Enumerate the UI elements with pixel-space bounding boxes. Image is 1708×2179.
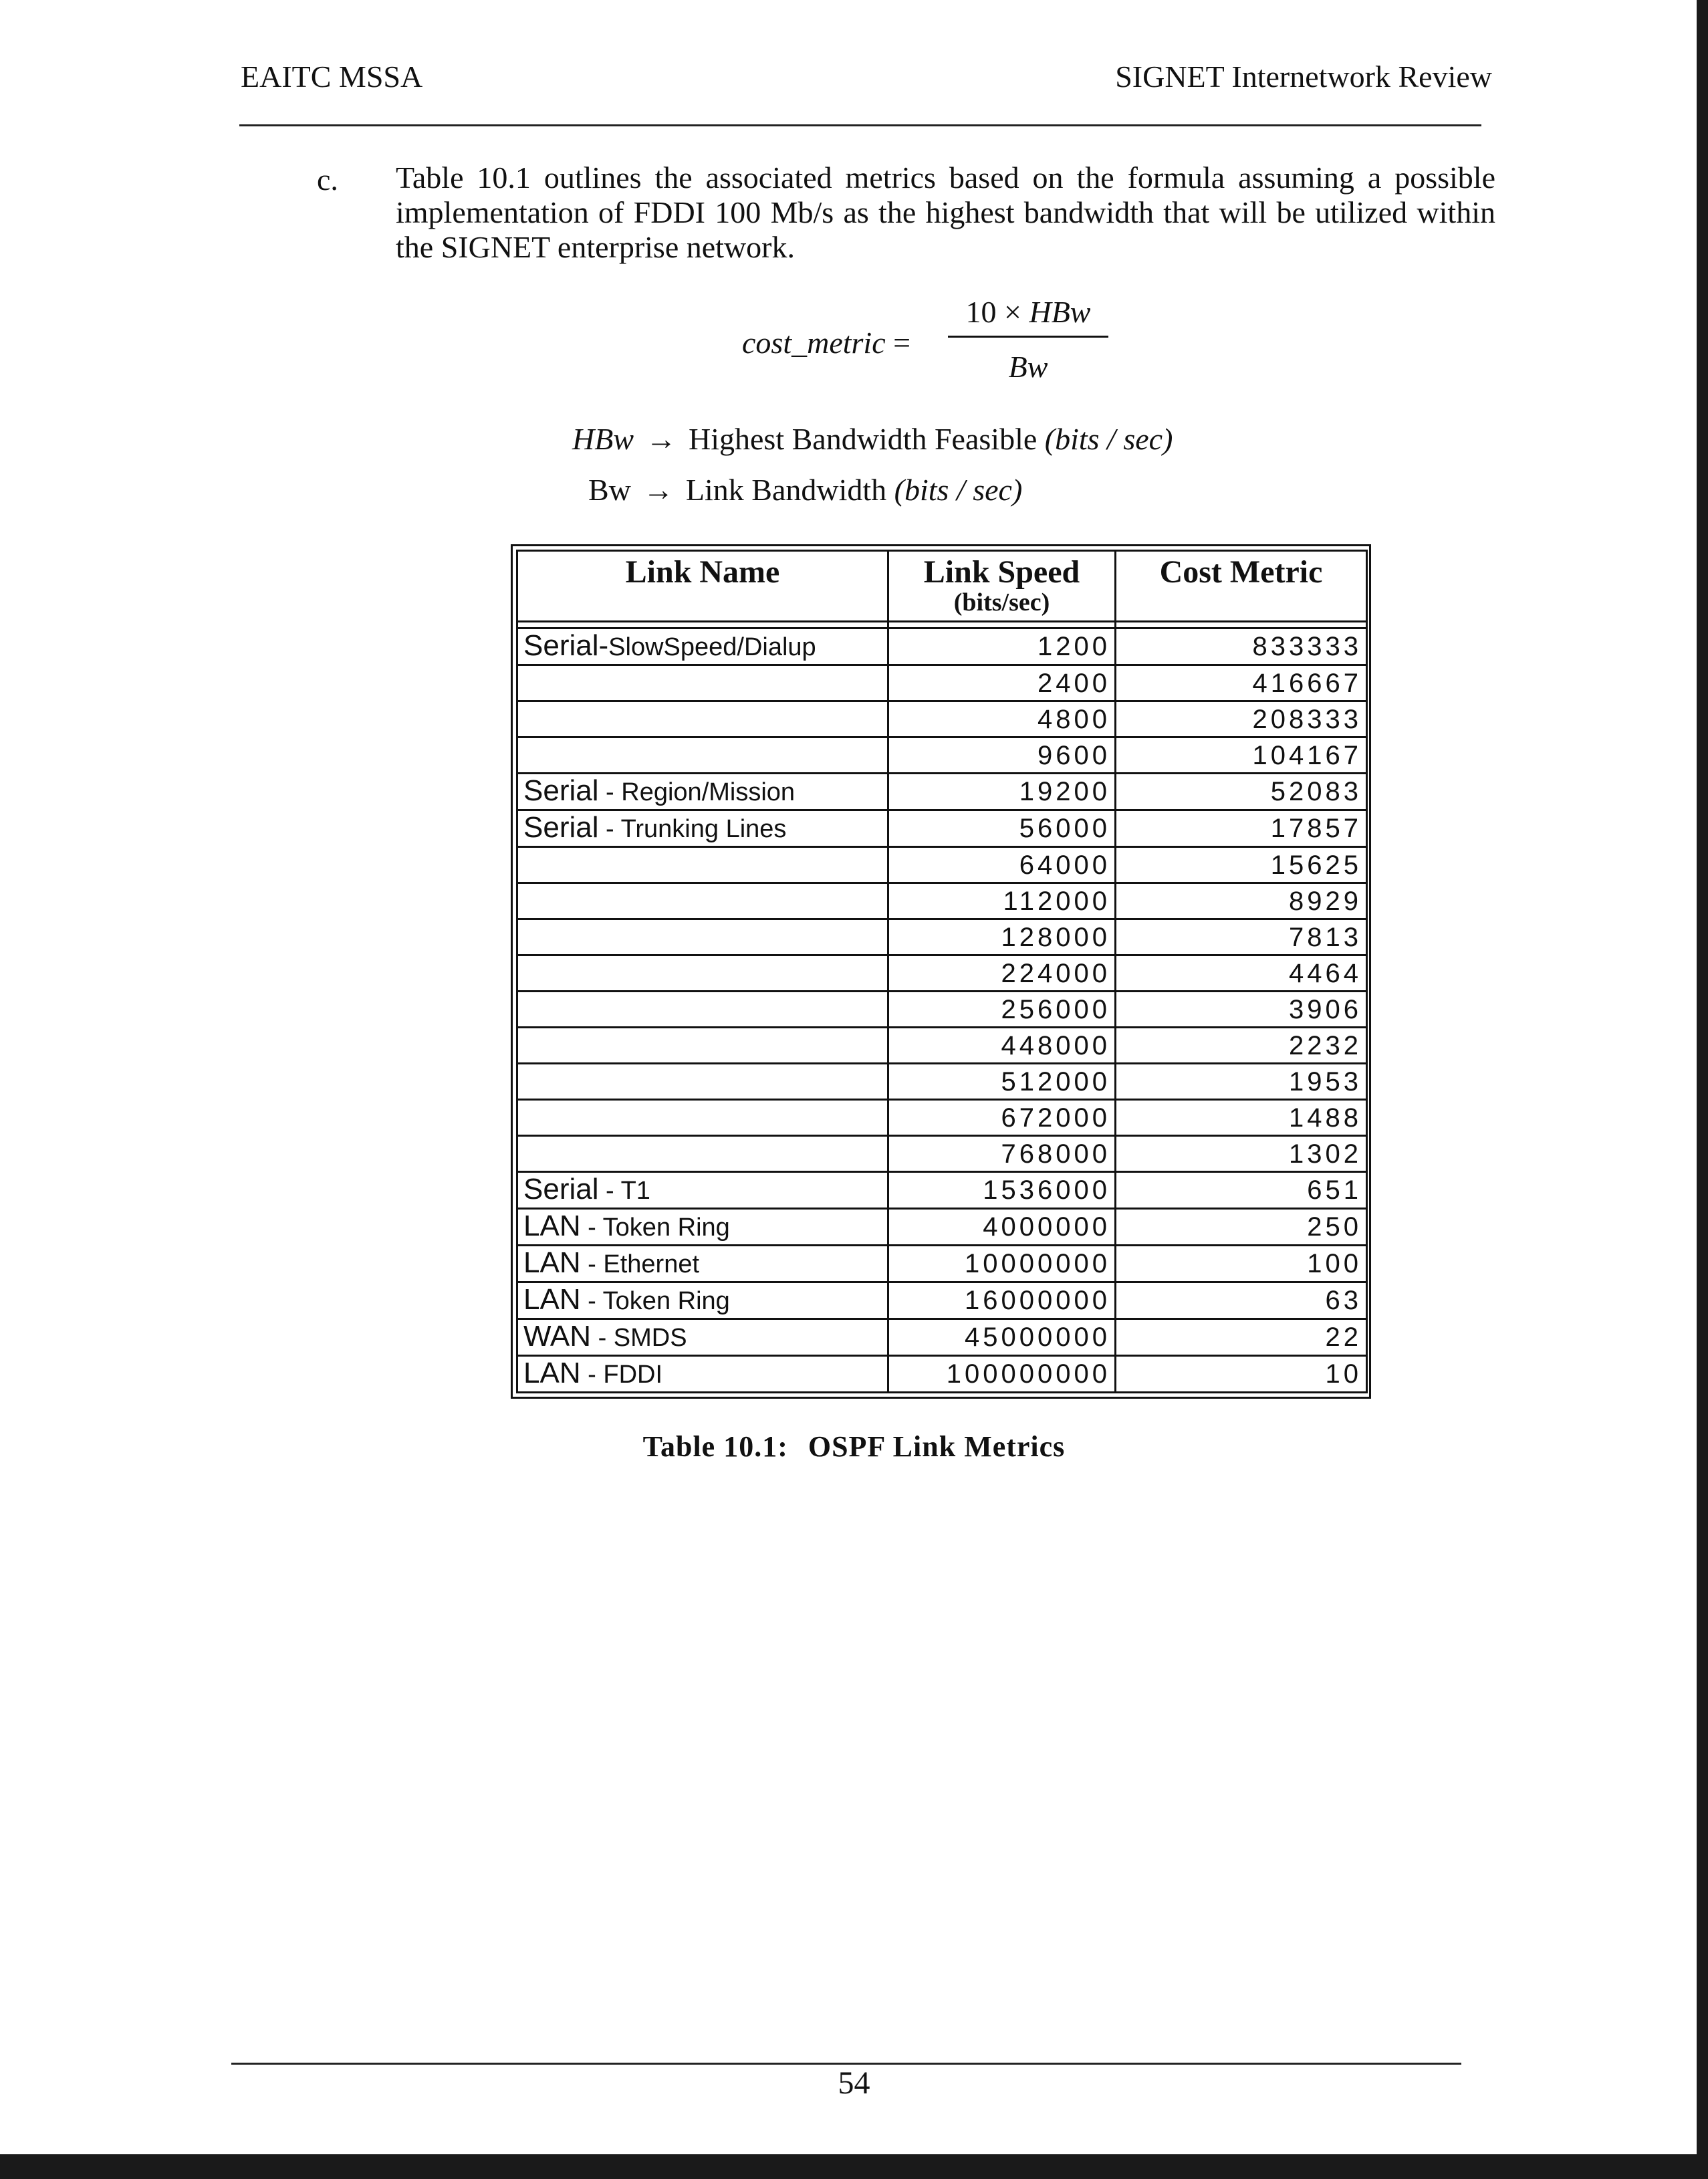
table-row (517, 919, 1367, 955)
definition-symbol: Bw (588, 473, 631, 507)
cell-link-speed: 224000 (888, 955, 1116, 992)
table-row (517, 1209, 1367, 1246)
column-header-link-speed-label: Link Speed (923, 554, 1080, 590)
link-name-prefix: Serial- (523, 629, 609, 662)
scan-right-edge (1697, 0, 1708, 2179)
cell-link-name (517, 883, 888, 919)
link-name-prefix: Serial (523, 1173, 599, 1206)
header-separator (517, 622, 1367, 628)
link-name-label: - Token Ring (580, 1287, 730, 1315)
column-header-link-speed-unit: (bits/sec) (953, 588, 1050, 616)
cell-cost-metric: 1488 (1116, 1100, 1367, 1136)
header-left: EAITC MSSA (241, 60, 423, 94)
table-row (517, 628, 1367, 665)
cell-link-name (517, 1136, 888, 1172)
cell-cost-metric: 8929 (1116, 883, 1367, 919)
cell-cost-metric: 22 (1116, 1319, 1367, 1356)
page-number: 54 (838, 2065, 870, 2101)
link-name-label: - SMDS (591, 1324, 687, 1352)
cell-cost-metric: 100 (1116, 1246, 1367, 1282)
header-rule (239, 124, 1481, 126)
paragraph-marker: c. (317, 162, 338, 197)
cell-cost-metric: 250 (1116, 1209, 1367, 1246)
table-row (517, 810, 1367, 847)
definition-unit: (bits / sec) (1044, 422, 1173, 456)
cost-formula (742, 294, 1116, 394)
cell-cost-metric: 63 (1116, 1282, 1367, 1319)
table-row (517, 1064, 1367, 1100)
cell-link-speed: 100000000 (888, 1356, 1116, 1393)
cell-link-name (517, 1028, 888, 1064)
link-name-prefix: LAN (523, 1283, 581, 1316)
cell-cost-metric: 208333 (1116, 701, 1367, 737)
cell-link-name (517, 1172, 888, 1209)
table-row (517, 1136, 1367, 1172)
table-row (517, 701, 1367, 737)
cell-cost-metric: 1953 (1116, 1064, 1367, 1100)
table-row (517, 1282, 1367, 1319)
cell-link-name (517, 992, 888, 1028)
cell-link-speed: 10000000 (888, 1246, 1116, 1282)
cell-link-speed: 672000 (888, 1100, 1116, 1136)
cell-link-speed: 9600 (888, 737, 1116, 774)
cell-link-name (517, 1100, 888, 1136)
table-row (517, 737, 1367, 774)
cell-cost-metric: 104167 (1116, 737, 1367, 774)
formula-lhs-name: cost_metric (742, 326, 886, 360)
arrow-right-icon: → (646, 422, 677, 456)
link-name-label: - Region/Mission (598, 778, 796, 806)
column-header-cost-metric: Cost Metric (1116, 551, 1367, 622)
cell-link-speed: 768000 (888, 1136, 1116, 1172)
table-caption-label: Table 10.1: (642, 1430, 788, 1463)
cell-link-speed: 256000 (888, 992, 1116, 1028)
cell-link-name (517, 1319, 888, 1356)
table-row (517, 1319, 1367, 1356)
cell-link-name (517, 1064, 888, 1100)
formula-numerator-var: HBw (1029, 295, 1091, 329)
definition-meaning: Link Bandwidth (685, 473, 887, 507)
ospf-metrics-table (516, 550, 1368, 1393)
cell-link-name (517, 955, 888, 992)
formula-denominator: Bw (1008, 350, 1048, 384)
cell-cost-metric: 2232 (1116, 1028, 1367, 1064)
header-right: SIGNET Internetwork Review (1115, 60, 1492, 94)
cell-link-name (517, 1209, 888, 1246)
link-name-label: - T1 (598, 1177, 650, 1205)
ospf-metrics-table-frame (511, 544, 1371, 1399)
cell-link-speed: 4000000 (888, 1209, 1116, 1246)
table-body (517, 622, 1367, 1393)
cell-link-speed: 112000 (888, 883, 1116, 919)
cell-link-name (517, 810, 888, 847)
cell-cost-metric: 10 (1116, 1356, 1367, 1393)
cell-link-speed: 64000 (888, 847, 1116, 883)
cell-link-speed: 2400 (888, 665, 1116, 701)
link-name-label: SlowSpeed/Dialup (608, 633, 816, 661)
link-name-prefix: LAN (523, 1357, 581, 1389)
arrow-right-icon: → (642, 473, 674, 507)
table-caption (0, 1429, 1708, 1464)
cell-link-speed: 1200 (888, 628, 1116, 665)
definition-hbw (572, 421, 1173, 457)
link-name-prefix: Serial (523, 811, 599, 844)
scan-bottom-edge (0, 2154, 1708, 2179)
cell-link-name (517, 919, 888, 955)
link-name-label: - Ethernet (580, 1250, 700, 1278)
cell-link-name (517, 1356, 888, 1393)
link-name-label: - Trunking Lines (598, 815, 787, 843)
table-caption-title: OSPF Link Metrics (808, 1430, 1066, 1463)
table-header-row (517, 551, 1367, 622)
cell-link-speed: 4800 (888, 701, 1116, 737)
cell-cost-metric: 15625 (1116, 847, 1367, 883)
link-name-prefix: LAN (523, 1210, 581, 1242)
table-row (517, 1246, 1367, 1282)
cell-link-name (517, 701, 888, 737)
cell-link-speed: 1536000 (888, 1172, 1116, 1209)
table-row (517, 1028, 1367, 1064)
cell-link-name (517, 665, 888, 701)
table-row (517, 847, 1367, 883)
cell-cost-metric: 17857 (1116, 810, 1367, 847)
cell-cost-metric: 416667 (1116, 665, 1367, 701)
table-row (517, 883, 1367, 919)
formula-equals: = (893, 326, 911, 360)
cell-link-name (517, 774, 888, 810)
table-row (517, 992, 1367, 1028)
formula-numerator-coef: 10 × (965, 295, 1021, 329)
link-name-prefix: Serial (523, 774, 599, 807)
formula-fraction-bar (948, 336, 1108, 338)
cell-link-speed: 45000000 (888, 1319, 1116, 1356)
cell-cost-metric: 4464 (1116, 955, 1367, 992)
table-row (517, 955, 1367, 992)
cell-link-name (517, 1282, 888, 1319)
cell-link-speed: 16000000 (888, 1282, 1116, 1319)
cell-link-name (517, 737, 888, 774)
table-row (517, 1172, 1367, 1209)
link-name-label: - Token Ring (580, 1214, 730, 1242)
cell-link-name (517, 847, 888, 883)
cell-cost-metric: 651 (1116, 1172, 1367, 1209)
cell-link-speed: 19200 (888, 774, 1116, 810)
cell-cost-metric: 833333 (1116, 628, 1367, 665)
column-header-link-speed (888, 551, 1116, 622)
cell-link-name (517, 628, 888, 665)
table-row (517, 774, 1367, 810)
formula-numerator (948, 294, 1108, 330)
definition-unit: (bits / sec) (894, 473, 1023, 507)
link-name-label: - FDDI (580, 1361, 663, 1389)
cell-cost-metric: 52083 (1116, 774, 1367, 810)
cell-cost-metric: 3906 (1116, 992, 1367, 1028)
definition-bw (588, 472, 1022, 507)
link-name-prefix: LAN (523, 1246, 581, 1279)
definition-symbol: HBw (572, 422, 634, 456)
formula-lhs (742, 325, 910, 360)
cell-cost-metric: 1302 (1116, 1136, 1367, 1172)
cell-link-speed: 512000 (888, 1064, 1116, 1100)
table-row (517, 665, 1367, 701)
cell-link-name (517, 1246, 888, 1282)
cell-link-speed: 128000 (888, 919, 1116, 955)
cell-link-speed: 56000 (888, 810, 1116, 847)
paragraph-text: Table 10.1 outlines the associated metrics based on the formula assuming a possible implementation of FDDI 100 Mb/s as the highest bandwidth that will be utilized within the SIGNET enterprise network. (396, 160, 1495, 264)
cell-cost-metric: 7813 (1116, 919, 1367, 955)
table-row (517, 1356, 1367, 1393)
column-header-link-name: Link Name (517, 551, 888, 622)
cell-link-speed: 448000 (888, 1028, 1116, 1064)
definition-meaning: Highest Bandwidth Feasible (689, 422, 1038, 456)
link-name-prefix: WAN (523, 1320, 592, 1353)
table-row (517, 1100, 1367, 1136)
